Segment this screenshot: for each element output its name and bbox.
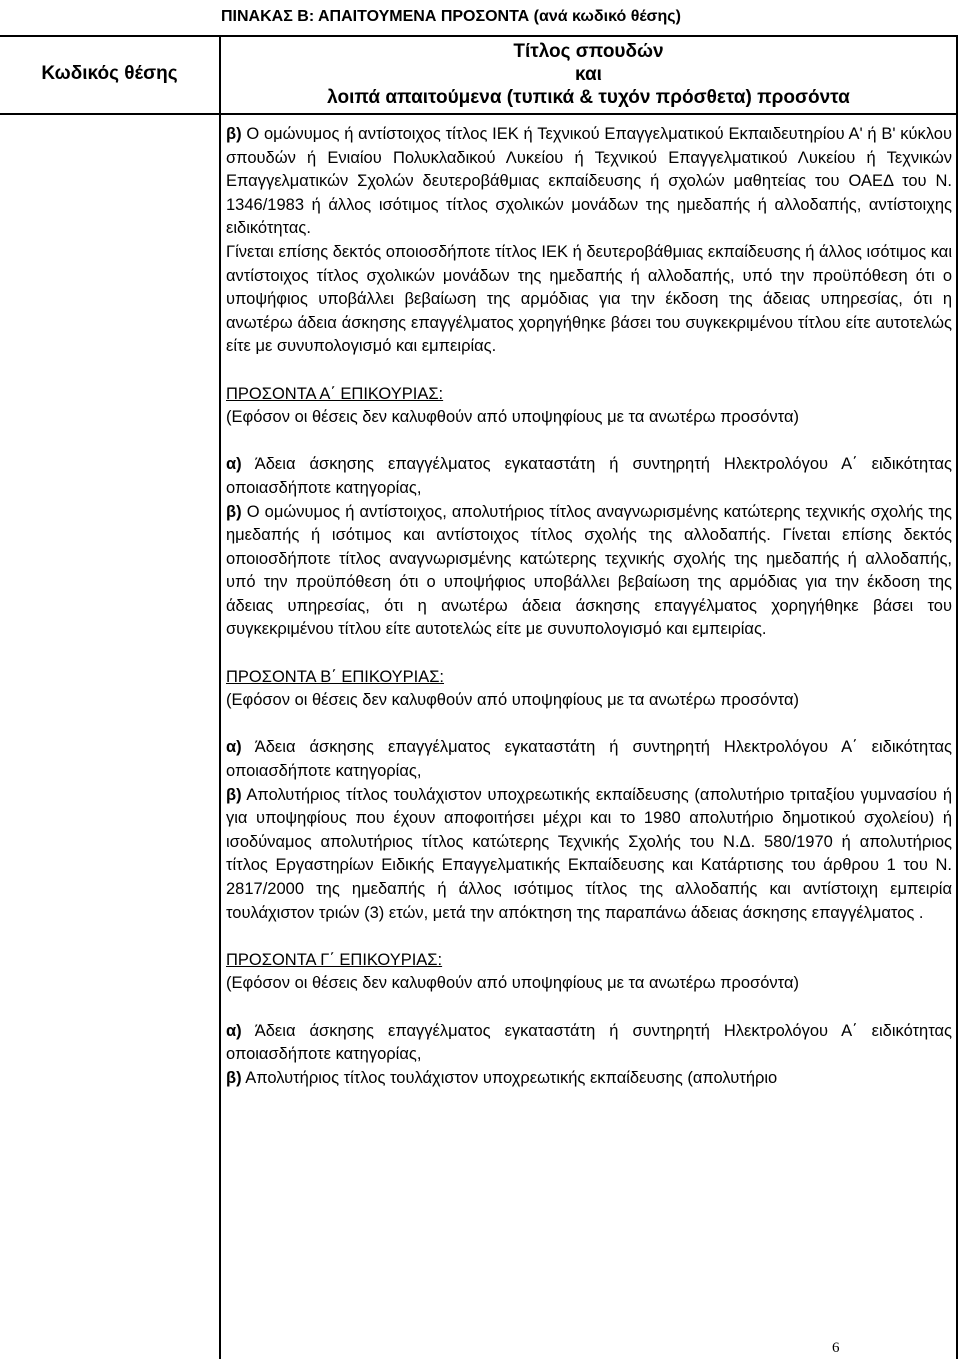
qualifications-content [226, 123, 952, 1090]
section-b-item-b [226, 784, 952, 926]
item-marker: α) [226, 455, 242, 474]
item-marker: β) [226, 1068, 242, 1087]
item-marker: β) [226, 125, 242, 143]
header-line-3: λοιπά απαιτούμενα (τυπικά & τυχόν πρόσθετα) προσόντα [327, 87, 850, 108]
item-text: Άδεια άσκησης επαγγέλματος εγκαταστάτη ή συντηρητή Ηλεκτρολόγου Α΄ ειδικότητας οποιασδήποτε κατηγορίας, [226, 455, 952, 497]
main-item-extra: Γίνεται επίσης δεκτός οποιοσδήποτε τίτλος ΙΕΚ ή δευτεροβάθμιας εκπαίδευσης ή άλλος ισότιμος και αντίστοιχος τίτλος σχολικών μονάδων της ημεδαπής ή αλλοδαπής, υπό την προϋπόθεση ότι ο υποψήφιος υποβάλλει βεβαίωση της αρμόδιας για την έκδοση της άδειας υπηρεσίας, ότι η ανωτέρω άδεια άσκησης επαγγέλματος χορηγήθηκε βάσει του συγκεκριμένου τίτλου είτε αυτοτελώς είτε με συνυπολογισμό και εμπειρίας. [226, 242, 952, 356]
position-code-header: Κωδικός θέσης [41, 63, 178, 84]
header-line-1: Τίτλος σπουδών [513, 41, 664, 62]
spacer [226, 996, 952, 1020]
section-a-item-a [226, 453, 952, 500]
section-c-item-a [226, 1020, 952, 1067]
section-b-note: (Εφόσον οι θέσεις δεν καλυφθούν από υποψηφίους με τα ανωτέρω προσόντα) [226, 691, 799, 710]
item-marker: β) [226, 502, 242, 521]
spacer [226, 430, 952, 454]
spacer [226, 925, 952, 949]
spacer [226, 713, 952, 737]
main-item-b [226, 123, 952, 241]
section-a-note: (Εφόσον οι θέσεις δεν καλυφθούν από υποψηφίους με τα ανωτέρω προσόντα) [226, 408, 799, 427]
qualifications-header [221, 40, 956, 109]
spacer [226, 642, 952, 666]
item-marker: α) [226, 1021, 242, 1040]
item-text: Ο ομώνυμος ή αντίστοιχος, απολυτήριος τίτλος αναγνωρισμένης κατώτερης τεχνικής σχολής της ημεδαπής ή ισότιμος και αντίστοιχος τίτλος σχολής της αλλοδαπής. Γίνεται επίσης δεκτός οποιοσδήποτε τίτλος αναγνωρισμένης κατώτερης τεχνικής σχολής της ημεδαπής ή αλλοδαπής, υπό την προϋπόθεση ότι ο υποψήφιος υποβάλλει βεβαίωση της αρμόδιας για την έκδοση της άδειας υπηρεσίας, ότι η ανωτέρω άδεια άσκησης επαγγέλματος χορηγήθηκε βάσει του συγκεκριμένου τίτλου είτε αυτοτελώς είτε με συνυπολογισμό και εμπειρίας. [226, 502, 952, 639]
item-text: Άδεια άσκησης επαγγέλματος εγκαταστάτη ή συντηρητή Ηλεκτρολόγου Α΄ ειδικότητας οποιασδήποτε κατηγορίας, [226, 738, 952, 781]
item-text: Ο ομώνυμος ή αντίστοιχος τίτλος ΙΕΚ ή Τεχνικού Επαγγελματικού Εκπαιδευτηρίου Α' ή Β' κύκλου σπουδών ή Ενιαίου Πολυκλαδικού Λυκείου ή Τεχνικού Επαγγελματικού Λυκείου ή Τεχνικών Επαγγελματικών Σχολών δευτεροβάθμιας εκπαίδευσης ή σχολών μαθητείας του ΟΑΕΔ του Ν. 1346/1983 ή άλλος ισότιμος τίτλος σχολικών μονάδων της ημεδαπής ή αλλοδαπής, αντίστοιχης ειδικότητας. [226, 125, 952, 238]
item-text: Απολυτήριος τίτλος τουλάχιστον υποχρεωτικής εκπαίδευσης (απολυτήριο [241, 1068, 778, 1087]
item-text: Άδεια άσκησης επαγγέλματος εγκαταστάτη ή συντηρητή Ηλεκτρολόγου Α΄ ειδικότητας οποιασδήποτε κατηγορίας, [226, 1021, 952, 1064]
section-a-item-b [226, 501, 952, 643]
section-b-heading: ΠΡΟΣΟΝΤΑ Β΄ ΕΠΙΚΟΥΡΙΑΣ: [226, 667, 445, 686]
item-marker: β) [226, 785, 242, 804]
section-c-item-b [226, 1067, 952, 1091]
item-text: Απολυτήριος τίτλος τουλάχιστον υποχρεωτικής εκπαίδευσης (απολυτήριο τριταξίου γυμνασίου ή για υποψηφίους που έχουν αποφοιτήσει μέχρι και το 1980 απολυτήριο δημοτικού σχολείου) ή ισοδύναμος απολυτήριος τίτλος κατώτερης Τεχνικής Σχολής του Ν.Δ. 580/1970 ή απολυτήριος τίτλος Εργαστηρίων Ειδικής Επαγγελματικής Εκπαίδευσης και Κατάρτισης του άρθρου 1 του Ν. 2817/2000 της ημεδαπής ή άλλος ισότιμος τίτλος της αλλοδαπής και αντίστοιχη εμπειρία τουλάχιστον τριών (3) ετών, μετά την απόκτηση της παραπάνω άδειας άσκησης επαγγέλματος . [226, 785, 952, 922]
item-marker: α) [226, 738, 242, 757]
header-line-2: και [575, 64, 602, 85]
column-divider [219, 35, 221, 1359]
section-c-note: (Εφόσον οι θέσεις δεν καλυφθούν από υποψηφίους με τα ανωτέρω προσόντα) [226, 974, 799, 993]
spacer [226, 359, 952, 383]
table-title: ΠΙΝΑΚΑΣ Β: ΑΠΑΙΤΟΥΜΕΝΑ ΠΡΟΣΟΝΤΑ (ανά κωδικό θέσης) [221, 8, 681, 25]
header-divider [0, 113, 958, 115]
page-number: 6 [832, 1340, 840, 1356]
section-c-heading: ΠΡΟΣΟΝΤΑ Γ΄ ΕΠΙΚΟΥΡΙΑΣ: [226, 950, 443, 969]
section-b-item-a [226, 736, 952, 783]
section-a-heading: ΠΡΟΣΟΝΤΑ Α΄ ΕΠΙΚΟΥΡΙΑΣ: [226, 384, 444, 403]
